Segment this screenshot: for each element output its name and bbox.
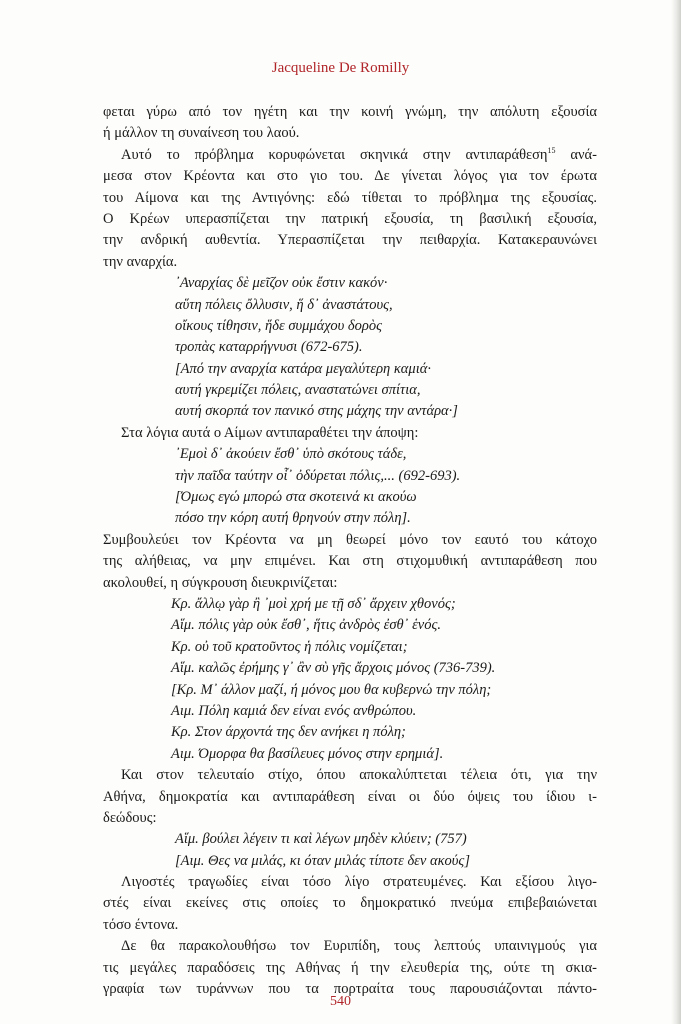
verse-line: οἴκους τίθησιν, ἥδε συμμάχου δορὸς	[175, 317, 382, 334]
text-line: τόσο έντονα.	[103, 916, 179, 933]
verse-translation-line: αυτή γκρεμίζει πόλεις, αναστατώνει σπίτια,	[175, 382, 421, 399]
verse-line: ᾿Αναρχίας δὲ μεῖζον οὐκ ἔστιν κακόν·	[175, 275, 388, 292]
verse-line: τὴν παῖδα ταύτην οἷ᾿ ὀδύρεται πόλις,... (692-693).	[175, 467, 461, 484]
text-line: την ανδρική αυθεντία. Υπερασπίζεται την πειθαρχία. Κατακεραυνώνει	[103, 232, 597, 249]
footnote-marker: 15	[547, 145, 556, 155]
dialogue-line: Αἵμ. βούλει λέγειν τι καὶ λέγων μηδὲν κλύειν; (757)	[175, 831, 467, 848]
dialogue-translation-line: Κρ. Στον άρχοντά της δεν ανήκει η πόλη;	[171, 724, 406, 741]
dialogue-line: Κρ. ἄλλῳ γὰρ ἢ ᾿μοὶ χρή με τῇ σδ᾿ ἄρχειν χθονός;	[171, 595, 456, 612]
verse-translation-line: πόσο την κόρη αυτή θρηνούν στην πόλη].	[175, 510, 411, 527]
dialogue-translation-line: Αιμ. Πόλη καμιά δεν είναι ενός ανθρώπου.	[171, 702, 417, 719]
verse-translation-line: [Όμως εγώ μπορώ στα σκοτεινά κι ακούω	[175, 489, 417, 506]
dialogue-line: Κρ. οὐ τοῦ κρατοῦντος ἡ πόλις νομίζεται;	[171, 638, 408, 655]
text-line: Συμβουλεύει τον Κρέοντα να μη θεωρεί μόνο τον εαυτό του κάτοχο	[103, 531, 597, 548]
dialogue-line: Αἵμ. πόλις γὰρ οὐκ ἔσθ᾿, ἥτις ἀνδρὸς ἐσθ᾿ ἑνός.	[171, 617, 441, 634]
text-line: ή μάλλον τη συναίνεση του λαού.	[103, 125, 300, 142]
text-line: Λιγοστές τραγωδίες είναι τόσο λίγο στρατευμένες. Και εξίσου λιγο-	[121, 874, 597, 891]
verse-line: αὕτη πόλεις ὄλλυσιν, ἥ δ᾿ ἀναστάτους,	[175, 296, 393, 313]
text-line: Δε θα παρακολουθήσω τον Ευριπίδη, τους λεπτούς υπαινιγμούς για	[121, 938, 597, 955]
page-number: 540	[330, 994, 351, 1009]
text-line: της αλήθειας, να μην επιμένει. Και στη στιχομυθική αντιπαράθεση που	[103, 553, 597, 570]
text-line: μεσα στον Κρέοντα και στο γιο του. Δε γίνεται λόγος για τον έρωτα	[103, 168, 597, 185]
text-line: γραφία των τυράννων που τα πορτραίτα τους παρουσιάζονται πάντο-	[103, 981, 597, 998]
text-line: Στα λόγια αυτά ο Αίμων αντιπαραθέτει την άποψη:	[121, 424, 419, 441]
verse-line: ᾿Εμοὶ δ᾿ ἀκούειν ἔσθ᾿ ὑπὸ σκότους τάδε,	[175, 446, 407, 463]
dialogue-translation-line: [Αιμ. Θες να μιλάς, κι όταν μιλάς τίποτε δεν ακούς]	[175, 852, 470, 869]
text-line: του Αίμονα και της Αντιγόνης: εδώ τίθεται το πρόβλημα της εξουσίας.	[103, 189, 597, 206]
page-edge-shadow	[671, 0, 681, 1024]
verse-line: τροπὰς καταρρήγνυσι (672-675).	[175, 339, 363, 356]
text-line: Αθήνα, δημοκρατία και αντιπαράθεση είναι οι δύο όψεις του ίδιου ι-	[103, 788, 597, 805]
text-line: την αναρχία.	[103, 253, 178, 270]
body-text	[103, 102, 597, 1000]
dialogue-translation-line: Αιμ. Όμορφα θα βασίλευες μόνος στην ερημιά].	[171, 745, 444, 762]
verse-translation-line: αυτή σκορπά τον πανικό στης μάχης την αντάρα·]	[175, 403, 458, 420]
text-line: δεώδους:	[103, 809, 157, 826]
dialogue-line: Αἵμ. καλῶς ἐρήμης γ᾿ ἂν σὺ γῆς ἄρχοις μόνος (736-739).	[171, 660, 496, 677]
text-line: τις μεγάλες παραδόσεις της Αθήνας ή την ελευθερία της, ούτε τη σκια-	[103, 959, 597, 976]
text-line: στές είναι εκείνες στις οποίες το δημοκρατικό πνεύμα επιβεβαιώνεται	[103, 895, 597, 912]
text-line: Και στον τελευταίο στίχο, όπου αποκαλύπτεται τέλεια ότι, για την	[121, 767, 597, 784]
text-line: φεται γύρω από τον ηγέτη και την κοινή γνώμη, την απόλυτη εξουσία	[103, 104, 597, 120]
text-line: ακολουθεί, η σύγκρουση διευκρινίζεται:	[103, 574, 338, 591]
verse-translation-line: [Από την αναρχία κατάρα μεγαλύτερη καμιά·	[175, 360, 431, 377]
text-line: Αυτό το πρόβλημα κορυφώνεται σκηνικά στην αντιπαράθεση$^{15}$ ανά-	[121, 145, 597, 163]
dialogue-translation-line: [Κρ. Μ᾿ άλλον μαζί, ή μόνος μου θα κυβερνώ την πόλη;	[171, 681, 492, 698]
running-head: Jacqueline De Romilly	[271, 60, 410, 76]
text-line: Ο Κρέων υπερασπίζεται την πατρική εξουσία, τη βασιλική εξουσία,	[103, 210, 597, 227]
